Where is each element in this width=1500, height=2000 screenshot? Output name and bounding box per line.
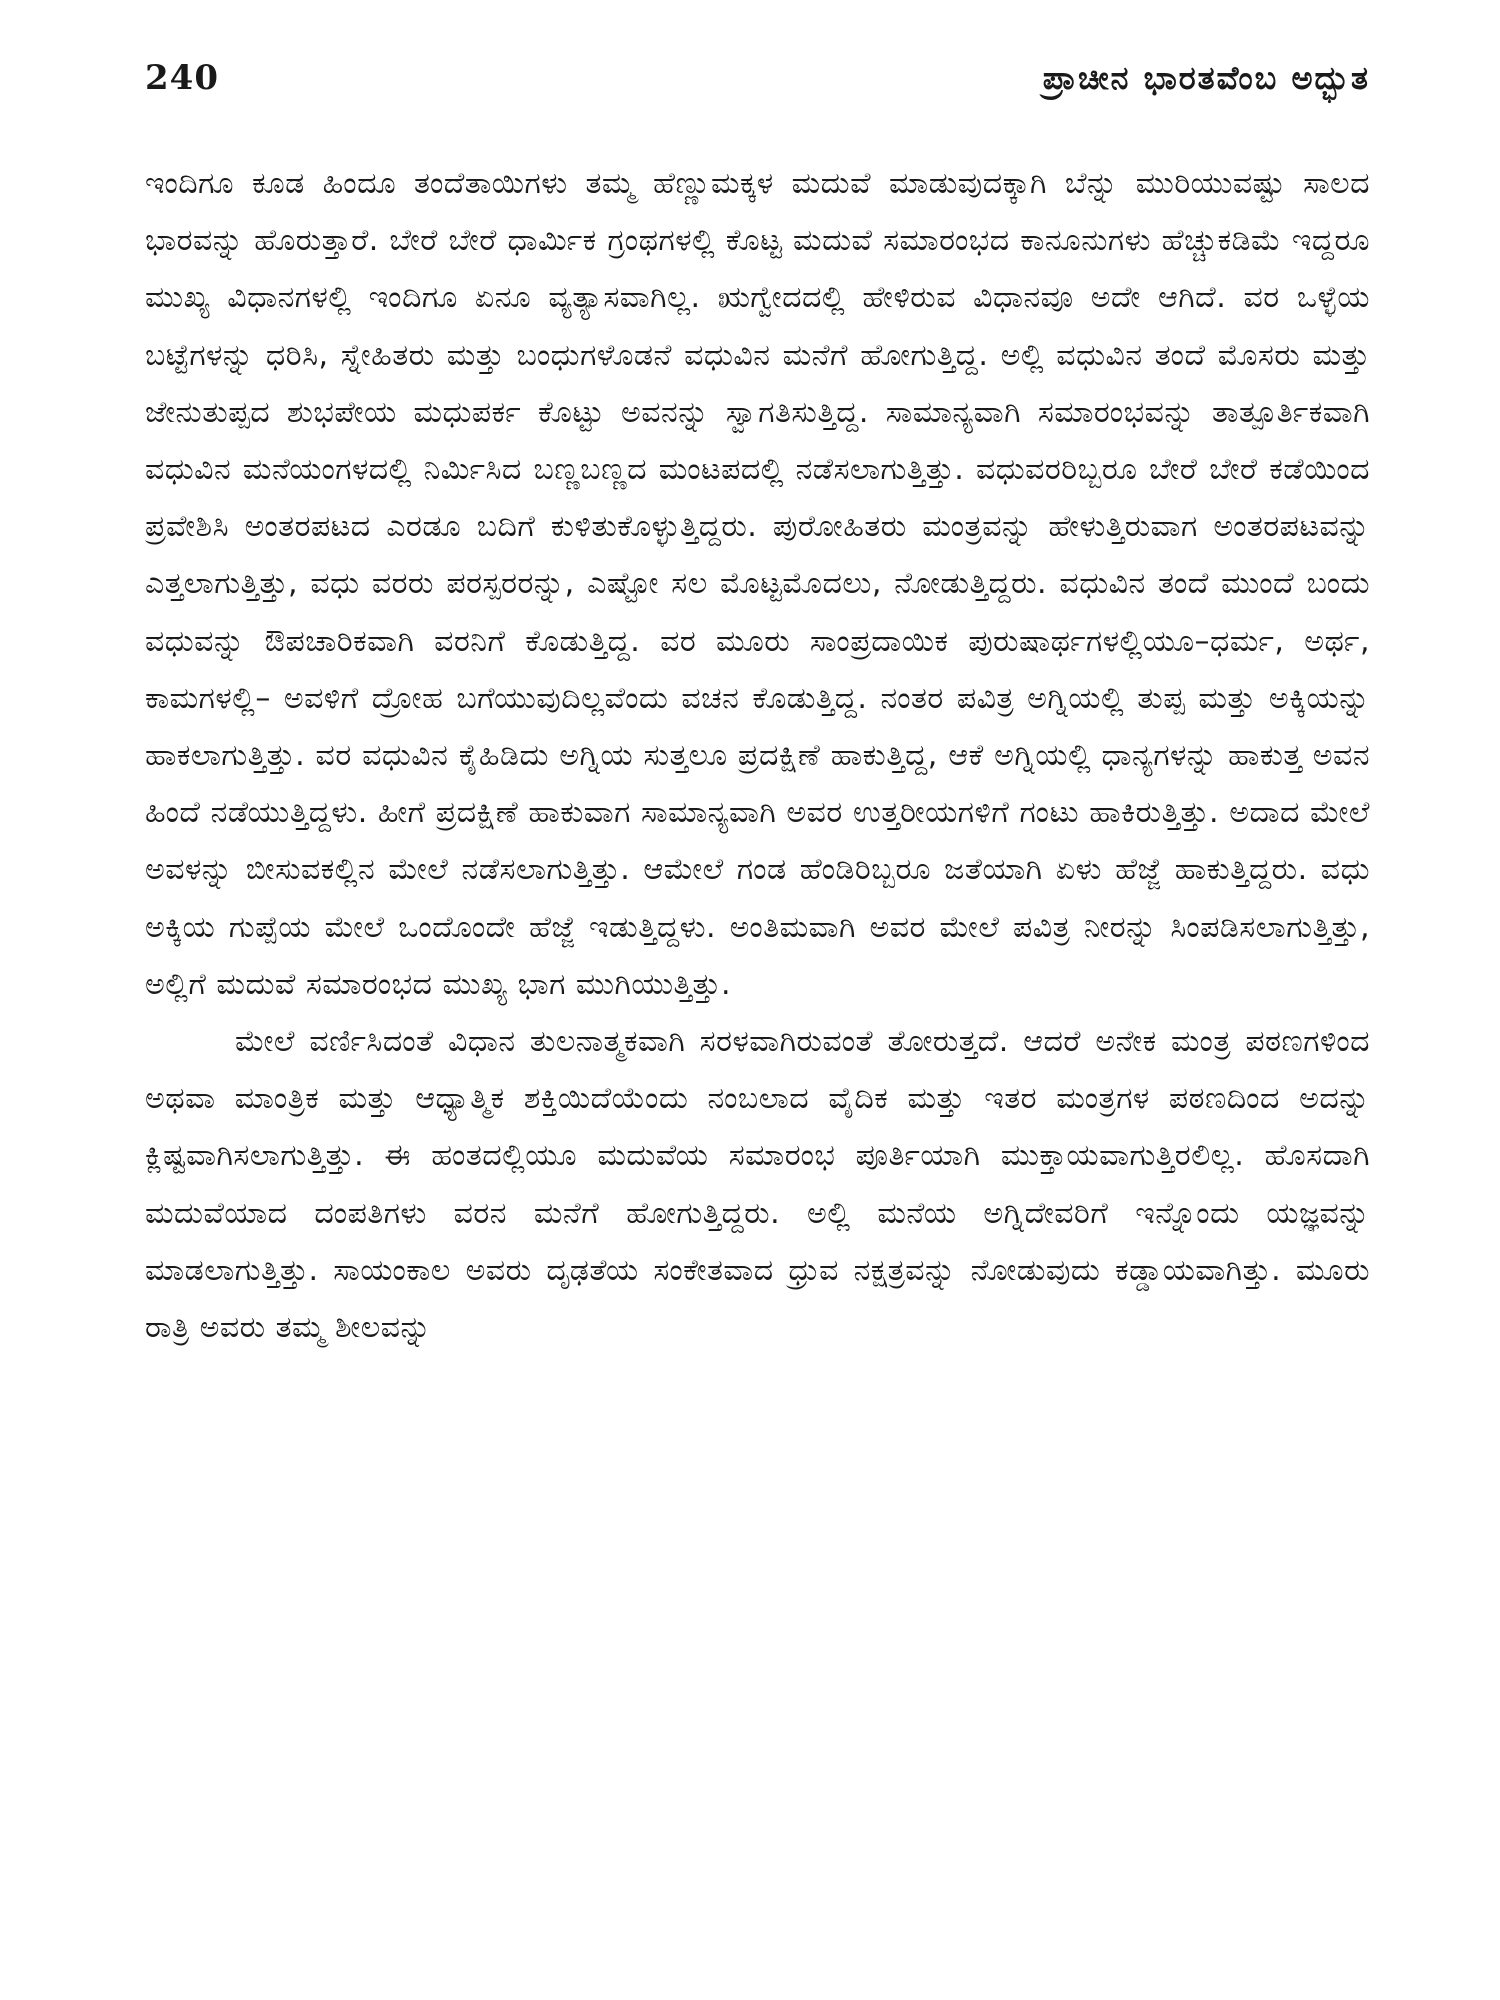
running-title: ಪ್ರಾಚೀನ ಭಾರತವೆಂಬ ಅದ್ಭುತ — [1042, 58, 1370, 97]
body-text — [145, 155, 1370, 1356]
page-number: 240 — [145, 58, 219, 98]
paragraph-1: ಇಂದಿಗೂ ಕೂಡ ಹಿಂದೂ ತಂದೆತಾಯಿಗಳು ತಮ್ಮ ಹೆಣ್ಣುಮಕ್ಕಳ ಮದುವೆ ಮಾಡುವುದಕ್ಕಾಗಿ ಬೆನ್ನು ಮುರಿಯುವಷ್ಟು ಸಾಲದ ಭಾರವನ್ನು ಹೊರುತ್ತಾರೆ. ಬೇರೆ ಬೇರೆ ಧಾರ್ಮಿಕ ಗ್ರಂಥಗಳಲ್ಲಿ ಕೊಟ್ಟ ಮದುವೆ ಸಮಾರಂಭದ ಕಾನೂನುಗಳು ಹೆಚ್ಚುಕಡಿಮೆ ಇದ್ದರೂ ಮುಖ್ಯ ವಿಧಾನಗಳಲ್ಲಿ ಇಂದಿಗೂ ಏನೂ ವ್ಯತ್ಯಾಸವಾಗಿಲ್ಲ. ಋಗ್ವೇದದಲ್ಲಿ ಹೇಳಿರುವ ವಿಧಾನವೂ ಅದೇ ಆಗಿದೆ. ವರ ಒಳ್ಳೆಯ ಬಟ್ಟೆಗಳನ್ನು ಧರಿಸಿ, ಸ್ನೇಹಿತರು ಮತ್ತು ಬಂಧುಗಳೊಡನೆ ವಧುವಿನ ಮನೆಗೆ ಹೋಗುತ್ತಿದ್ದ. ಅಲ್ಲಿ ವಧುವಿನ ತಂದೆ ಮೊಸರು ಮತ್ತು ಜೇನುತುಪ್ಪದ ಶುಭಪೇಯ ಮಧುಪರ್ಕ ಕೊಟ್ಟು ಅವನನ್ನು ಸ್ವಾಗತಿಸುತ್ತಿದ್ದ. ಸಾಮಾನ್ಯವಾಗಿ ಸಮಾರಂಭವನ್ನು ತಾತ್ಪೂರ್ತಿಕವಾಗಿ ವಧುವಿನ ಮನೆಯಂಗಳದಲ್ಲಿ ನಿರ್ಮಿಸಿದ ಬಣ್ಣಬಣ್ಣದ ಮಂಟಪದಲ್ಲಿ ನಡೆಸಲಾಗುತ್ತಿತ್ತು. ವಧುವರರಿಬ್ಬರೂ ಬೇರೆ ಬೇರೆ ಕಡೆಯಿಂದ ಪ್ರವೇಶಿಸಿ ಅಂತರಪಟದ ಎರಡೂ ಬದಿಗೆ ಕುಳಿತುಕೊಳ್ಳುತ್ತಿದ್ದರು. ಪುರೋಹಿತರು ಮಂತ್ರವನ್ನು ಹೇಳುತ್ತಿರುವಾಗ ಅಂತರಪಟವನ್ನು ಎತ್ತಲಾಗುತ್ತಿತ್ತು, ವಧು ವರರು ಪರಸ್ಪರರನ್ನು, ಎಷ್ಟೋ ಸಲ ಮೊಟ್ಟಮೊದಲು, ನೋಡುತ್ತಿದ್ದರು. ವಧುವಿನ ತಂದೆ ಮುಂದೆ ಬಂದು ವಧುವನ್ನು ಔಪಚಾರಿಕವಾಗಿ ವರನಿಗೆ ಕೊಡುತ್ತಿದ್ದ. ವರ ಮೂರು ಸಾಂಪ್ರದಾಯಿಕ ಪುರುಷಾರ್ಥಗಳಲ್ಲಿಯೂ–ಧರ್ಮ, ಅರ್ಥ, ಕಾಮಗಳಲ್ಲಿ– ಅವಳಿಗೆ ದ್ರೋಹ ಬಗೆಯುವುದಿಲ್ಲವೆಂದು ವಚನ ಕೊಡುತ್ತಿದ್ದ. ನಂತರ ಪವಿತ್ರ ಅಗ್ನಿಯಲ್ಲಿ ತುಪ್ಪ ಮತ್ತು ಅಕ್ಕಿಯನ್ನು ಹಾಕಲಾಗುತ್ತಿತ್ತು. ವರ ವಧುವಿನ ಕೈಹಿಡಿದು ಅಗ್ನಿಯ ಸುತ್ತಲೂ ಪ್ರದಕ್ಷಿಣೆ ಹಾಕುತ್ತಿದ್ದ, ಆಕೆ ಅಗ್ನಿಯಲ್ಲಿ ಧಾನ್ಯಗಳನ್ನು ಹಾಕುತ್ತ ಅವನ ಹಿಂದೆ ನಡೆಯುತ್ತಿದ್ದಳು. ಹೀಗೆ ಪ್ರದಕ್ಷಿಣೆ ಹಾಕುವಾಗ ಸಾಮಾನ್ಯವಾಗಿ ಅವರ ಉತ್ತರೀಯಗಳಿಗೆ ಗಂಟು ಹಾಕಿರುತ್ತಿತ್ತು. ಅದಾದ ಮೇಲೆ ಅವಳನ್ನು ಬೀಸುವಕಲ್ಲಿನ ಮೇಲೆ ನಡೆಸಲಾಗುತ್ತಿತ್ತು. ಆಮೇಲೆ ಗಂಡ ಹೆಂಡಿರಿಬ್ಬರೂ ಜತೆಯಾಗಿ ಏಳು ಹೆಜ್ಜೆ ಹಾಕುತ್ತಿದ್ದರು. ವಧು ಅಕ್ಕಿಯ ಗುಪ್ಪೆಯ ಮೇಲೆ ಒಂದೊಂದೇ ಹೆಜ್ಜೆ ಇಡುತ್ತಿದ್ದಳು. ಅಂತಿಮವಾಗಿ ಅವರ ಮೇಲೆ ಪವಿತ್ರ ನೀರನ್ನು ಸಿಂಪಡಿಸಲಾಗುತ್ತಿತ್ತು, ಅಲ್ಲಿಗೆ ಮದುವೆ ಸಮಾರಂಭದ ಮುಖ್ಯ ಭಾಗ ಮುಗಿಯುತ್ತಿತ್ತು. — [145, 166, 1370, 1002]
page-header — [145, 48, 1370, 108]
paragraph-2: ಮೇಲೆ ವರ್ಣಿಸಿದಂತೆ ವಿಧಾನ ತುಲನಾತ್ಮಕವಾಗಿ ಸರಳವಾಗಿರುವಂತೆ ತೋರುತ್ತದೆ. ಆದರೆ ಅನೇಕ ಮಂತ್ರ ಪಠಣಗಳಿಂದ ಅಥವಾ ಮಾಂತ್ರಿಕ ಮತ್ತು ಆಧ್ಯಾತ್ಮಿಕ ಶಕ್ತಿಯಿದೆಯೆಂದು ನಂಬಲಾದ ವೈದಿಕ ಮತ್ತು ಇತರ ಮಂತ್ರಗಳ ಪಠಣದಿಂದ ಅದನ್ನು ಕ್ಲಿಷ್ಟವಾಗಿಸಲಾಗುತ್ತಿತ್ತು. ಈ ಹಂತದಲ್ಲಿಯೂ ಮದುವೆಯ ಸಮಾರಂಭ ಪೂರ್ತಿಯಾಗಿ ಮುಕ್ತಾಯವಾಗುತ್ತಿರಲಿಲ್ಲ. ಹೊಸದಾಗಿ ಮದುವೆಯಾದ ದಂಪತಿಗಳು ವರನ ಮನೆಗೆ ಹೋಗುತ್ತಿದ್ದರು. ಅಲ್ಲಿ ಮನೆಯ ಅಗ್ನಿದೇವರಿಗೆ ಇನ್ನೊಂದು ಯಜ್ಞವನ್ನು ಮಾಡಲಾಗುತ್ತಿತ್ತು. ಸಾಯಂಕಾಲ ಅವರು ದೃಢತೆಯ ಸಂಕೇತವಾದ ಧ್ರುವ ನಕ್ಷತ್ರವನ್ನು ನೋಡುವುದು ಕಡ್ಡಾಯವಾಗಿತ್ತು. ಮೂರು ರಾತ್ರಿ ಅವರು ತಮ್ಮ ಶೀಲವನ್ನು — [145, 1024, 1370, 1346]
